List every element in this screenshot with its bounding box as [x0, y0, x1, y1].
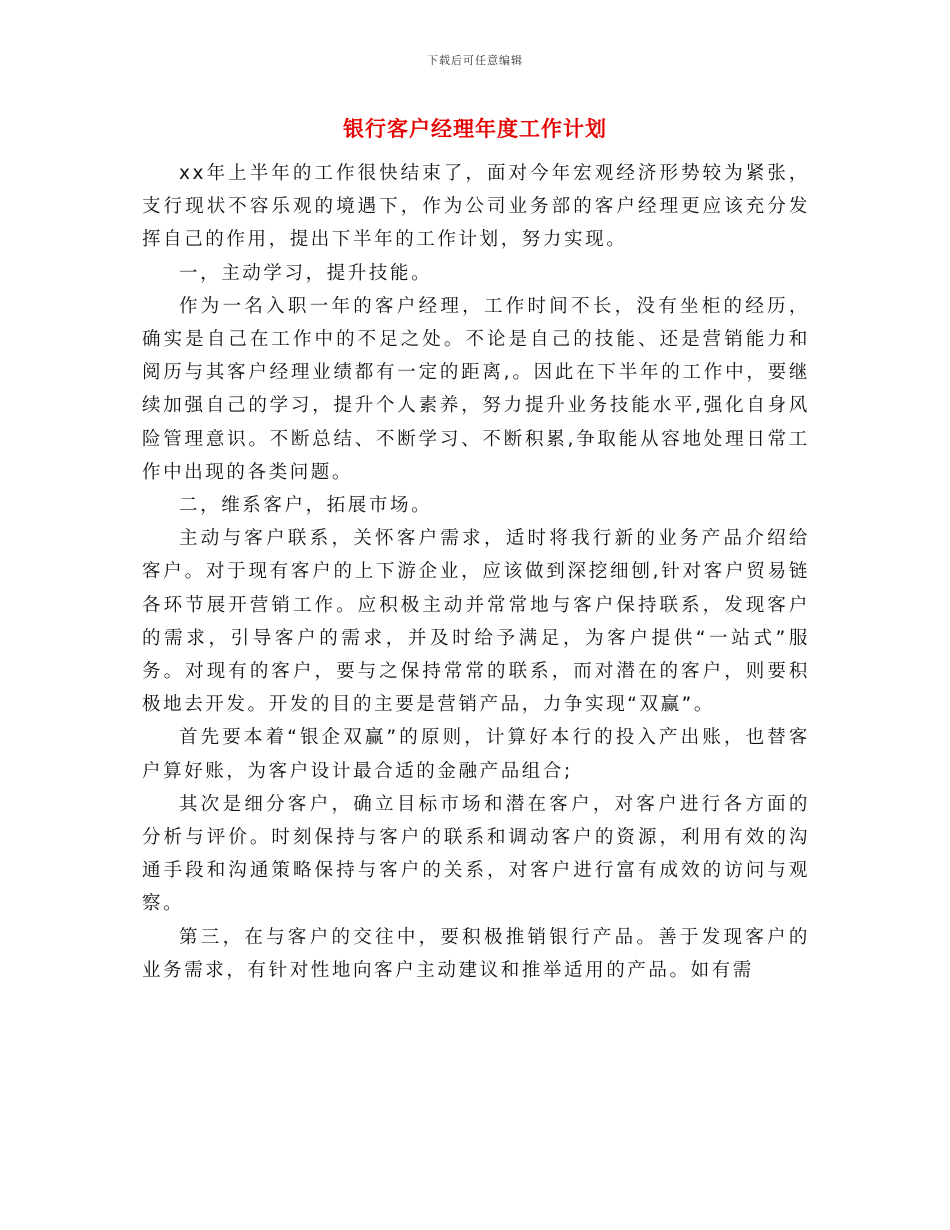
section-heading-1: 一，主动学习，提升技能。 — [179, 262, 433, 284]
header-note: 下载后可任意编辑 — [427, 54, 523, 67]
paragraph-intro: xx年上半年的工作很快结束了，面对今年宏观经济形势较为紧张，支行现状不容乐观的境遇下，作为公司业务部的客户经理更应该充分发挥自己的作用，提出下半年的工作计划，努力实现。 — [142, 163, 810, 251]
document-body — [142, 157, 810, 987]
paragraph-section-1: 作为一名入职一年的客户经理，工作时间不长，没有坐柜的经历，确实是自己在工作中的不足之处。不论是自己的技能、还是营销能力和阅历与其客户经理业绩都有一定的距离,。因此在下半年的工作中，要继续加强自己的学习，提升个人素养，努力提升业务技能水平,强化自身风险管理意识。不断总结、不断学习、不断积累,争取能从容地处理日常工作中出现的各类问题。 — [142, 295, 810, 483]
paragraph-second-point: 其次是细分客户，确立目标市场和潜在客户，对客户进行各方面的分析与评价。时刻保持与客户的联系和调动客户的资源，利用有效的沟通手段和沟通策略保持与客户的关系，对客户进行富有成效的访问与观察。 — [142, 793, 810, 915]
paragraph-first-point: 首先要本着“银企双赢”的原则，计算好本行的投入产出账，也替客户算好账，为客户设计最合适的金融产品组合; — [142, 727, 810, 782]
paragraph-section-2: 主动与客户联系，关怀客户需求，适时将我行新的业务产品介绍给客户。对于现有客户的上下游企业，应该做到深挖细刨,针对客户贸易链各环节展开营销工作。应积极主动并常常地与客户保持联系，发现客户的需求，引导客户的需求，并及时给予满足，为客户提供“一站式”服务。对现有的客户，要与之保持常常的联系，而对潜在的客户，则要积极地去开发。开发的目的主要是营销产品，力争实现“双赢”。 — [142, 528, 810, 716]
section-heading-2: 二，维系客户，拓展市场。 — [179, 495, 433, 517]
paragraph-third-point: 第三，在与客户的交往中，要积极推销银行产品。善于发现客户的业务需求，有针对性地向客户主动建议和推举适用的产品。如有需 — [142, 926, 810, 981]
document-title: 银行客户经理年度工作计划 — [343, 117, 607, 141]
